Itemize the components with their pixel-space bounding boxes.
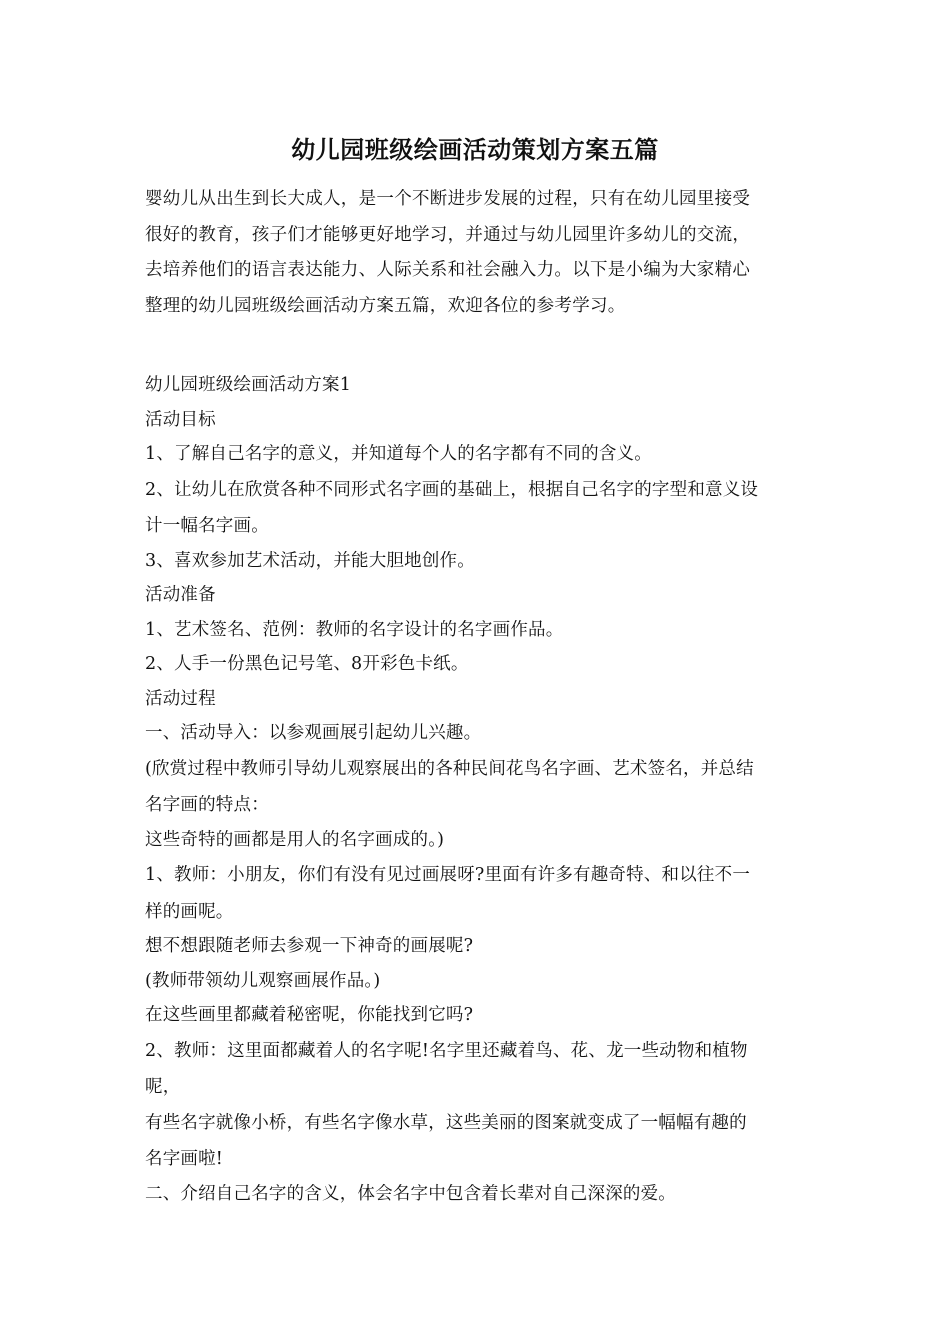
body-line: 3、喜欢参加艺术活动，并能大胆地创作。 <box>145 550 475 571</box>
body-line: 想不想跟随老师去参观一下神奇的画展呢? <box>145 936 474 956</box>
subheading-preparation: 活动准备 <box>145 585 216 605</box>
body-line: 1、了解自己名字的意义，并知道每个人的名字都有不同的含义。 <box>145 444 652 464</box>
body-line: 2、让幼儿在欣赏各种不同形式名字画的基础上，根据自己名字的字型和意义设 <box>145 479 759 500</box>
subheading-goals: 活动目标 <box>145 409 216 430</box>
intro-paragraph <box>145 182 810 324</box>
body-line: 呢， <box>145 1077 181 1097</box>
body-line: 计一幅名字画。 <box>145 516 269 536</box>
document-title: 幼儿园班级绘画活动策划方案五篇 <box>291 135 659 164</box>
body-line: 2、人手一份黑色记号笔、8开彩色卡纸。 <box>145 654 469 674</box>
intro-line: 很好的教育，孩子们才能够更好地学习，并通过与幼儿园里许多幼儿的交流， <box>145 224 751 245</box>
body-line: 一、活动导入：以参观画展引起幼儿兴趣。 <box>145 723 482 743</box>
plan-body <box>145 368 810 1211</box>
intro-line: 整理的幼儿园班级绘画活动方案五篇，欢迎各位的参考学习。 <box>145 295 626 316</box>
subheading-process: 活动过程 <box>145 688 216 709</box>
body-line: 在这些画里都藏着秘密呢，你能找到它吗? <box>145 1005 474 1025</box>
intro-line: 婴幼儿从出生到长大成人，是一个不断进步发展的过程，只有在幼儿园里接受 <box>145 189 751 209</box>
body-line: 这些奇特的画都是用人的名字画成的。) <box>145 829 445 850</box>
body-line: 名字画的特点： <box>145 795 269 815</box>
body-line: 1、教师：小朋友，你们有没有见过画展呀?里面有许多有趣奇特、和以往不一 <box>145 865 751 885</box>
body-line: 2、教师：这里面都藏着人的名字呢!名字里还藏着鸟、花、龙一些动物和植物 <box>145 1040 748 1061</box>
body-line: 有些名字就像小桥，有些名字像水草，这些美丽的图案就变成了一幅幅有趣的 <box>145 1112 747 1133</box>
body-line: 名字画啦! <box>145 1149 224 1169</box>
section-heading: 幼儿园班级绘画活动方案1 <box>145 375 352 395</box>
body-line: 样的画呢。 <box>145 901 234 922</box>
body-line: 二、介绍自己名字的含义，体会名字中包含着长辈对自己深深的爱。 <box>145 1183 676 1204</box>
body-line: (欣赏过程中教师引导幼儿观察展出的各种民间花鸟名字画、艺术签名，并总结 <box>145 758 754 779</box>
body-line: 1、艺术签名、范例：教师的名字设计的名字画作品。 <box>145 619 564 640</box>
body-line: (教师带领幼儿观察画展作品。) <box>145 970 381 991</box>
intro-line: 去培养他们的语言表达能力、人际关系和社会融入力。以下是小编为大家精心 <box>145 260 751 280</box>
